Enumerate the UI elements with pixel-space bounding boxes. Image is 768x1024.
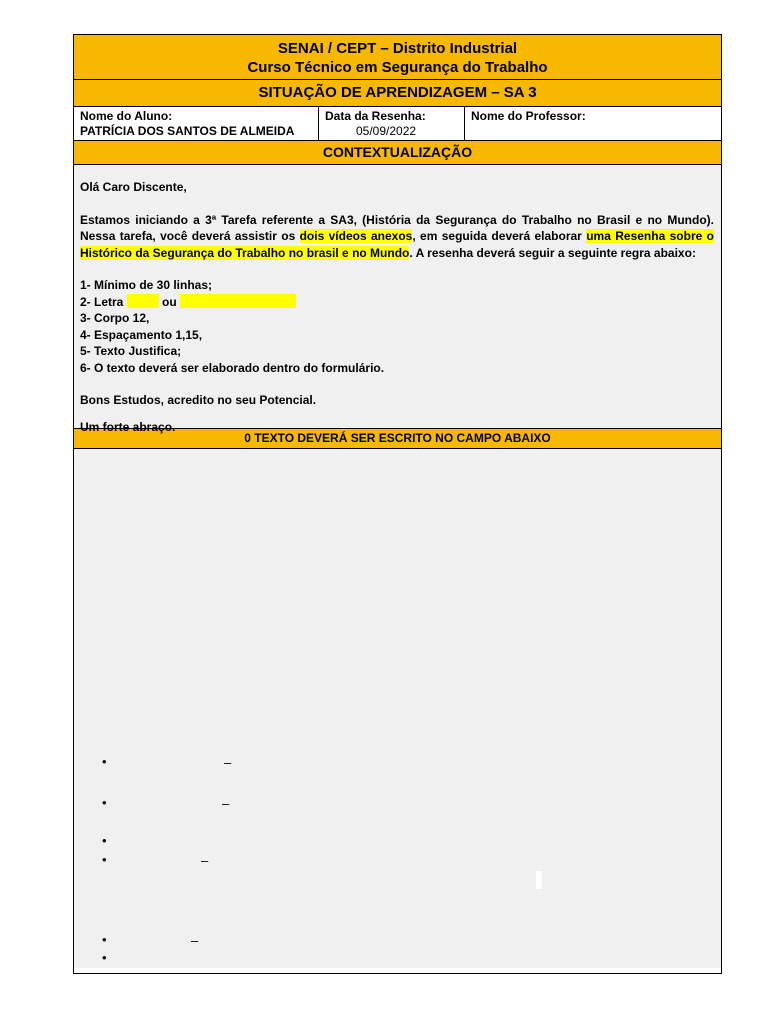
info-row <box>74 107 721 141</box>
highlight-review: uma Resenha sobre o Histórico da Segurança do Trabalho no brasil e no Mundo <box>80 229 714 260</box>
closing-2: Um forte abraço. <box>80 419 176 434</box>
rule-2-or: ou <box>162 294 177 309</box>
rule-2 <box>80 294 714 311</box>
course-title: Curso Técnico em Segurança do Trabalho <box>247 59 548 76</box>
greeting: Olá Caro Discente, <box>80 180 187 194</box>
teacher-label: Nome do Professor: <box>471 109 586 123</box>
bullet-2: • <box>102 795 107 810</box>
rule-1: 1- Mínimo de 30 linhas; <box>80 278 213 292</box>
instructions-paragraph <box>80 212 714 262</box>
header-band <box>74 35 721 80</box>
bullet-4: • <box>102 852 107 867</box>
context-section <box>74 165 721 434</box>
student-cell[interactable] <box>74 107 319 140</box>
dash-1: – <box>224 755 232 770</box>
student-name: PATRÍCIA DOS SANTOS DE ALMEIDA <box>80 124 295 138</box>
instructions-text-3: . A resenha deverá seguir a seguinte regra abaixo: <box>409 245 696 260</box>
date-cell[interactable] <box>319 107 465 140</box>
rule-2-text: 2- Letra <box>80 294 124 309</box>
rule-4: 4- Espaçamento 1,15, <box>80 327 203 342</box>
rule-3: 3- Corpo 12, <box>80 311 150 325</box>
dash-2: – <box>222 796 230 811</box>
situation-title: SITUAÇÃO DE APRENDIZAGEM – SA 3 <box>74 80 721 107</box>
highlight-videos: dois vídeos anexos <box>299 229 413 243</box>
blank-mark <box>536 871 542 889</box>
bullet-6: • <box>102 950 107 965</box>
closing-1: Bons Estudos, acredito no seu Potencial. <box>80 393 317 407</box>
student-label: Nome do Aluno: <box>80 109 173 123</box>
writing-area[interactable] <box>74 449 721 968</box>
font-highlight-1 <box>127 294 159 308</box>
rule-6: 6- O texto deverá ser elaborado dentro do formulário. <box>80 360 385 375</box>
instructions-text-1: Estamos iniciando a 3ª Tarefa referente a SA3, (História da Segurança do Trabalho no Brasil e no Mundo). Nessa tarefa, você deverá assistir os <box>80 212 714 243</box>
dash-4: – <box>191 933 199 948</box>
institution-title: SENAI / CEPT – Distrito Industrial <box>277 40 518 57</box>
bullet-3: • <box>102 833 107 848</box>
date-value: 05/09/2022 <box>356 124 417 138</box>
rule-5: 5- Texto Justifica; <box>80 344 182 358</box>
context-title: CONTEXTUALIZAÇÃO <box>74 141 721 165</box>
teacher-cell[interactable] <box>465 107 721 140</box>
dash-3: – <box>201 853 209 868</box>
date-label: Data da Resenha: <box>325 109 426 123</box>
form-sheet <box>73 34 722 974</box>
bullet-1: • <box>102 754 107 769</box>
font-highlight-2 <box>180 294 296 308</box>
instructions-text-2: , em seguida deverá elaborar <box>412 229 587 243</box>
write-title: 0 TEXTO DEVERÁ SER ESCRITO NO CAMPO ABAIXO <box>74 429 721 449</box>
bullet-5: • <box>102 932 107 947</box>
